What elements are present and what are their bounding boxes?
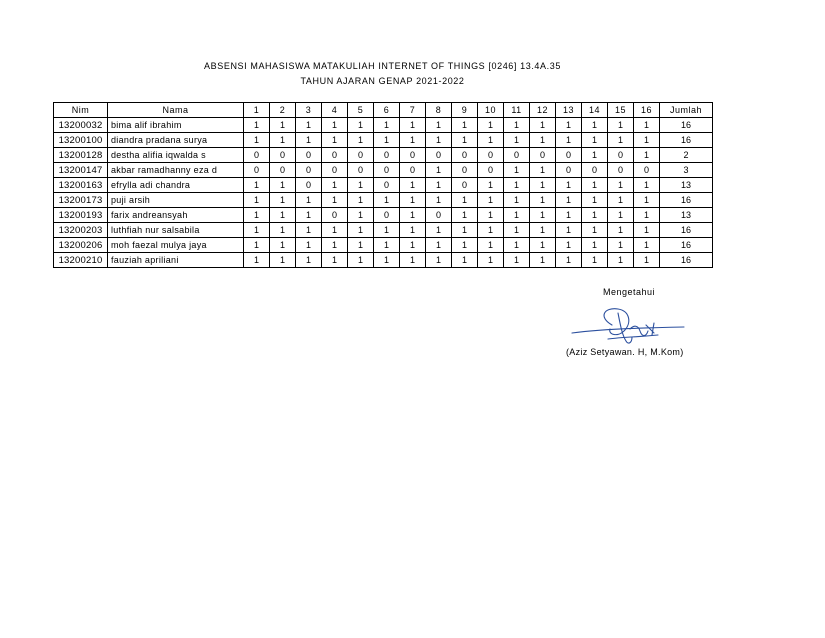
attendance-cell: 0 xyxy=(322,148,348,163)
attendance-cell: 1 xyxy=(296,133,322,148)
attendance-cell: 1 xyxy=(374,253,400,268)
attendance-cell: 1 xyxy=(322,253,348,268)
attendance-cell: 1 xyxy=(504,178,530,193)
attendance-cell: 1 xyxy=(608,208,634,223)
attendance-cell: 0 xyxy=(582,163,608,178)
attendance-cell: 0 xyxy=(296,163,322,178)
attendance-cell: 1 xyxy=(400,133,426,148)
column-header: 8 xyxy=(426,103,452,118)
attendance-cell: 1 xyxy=(296,193,322,208)
attendance-cell: 1 xyxy=(504,253,530,268)
attendance-cell: 1 xyxy=(608,133,634,148)
nim-cell: 13200100 xyxy=(54,133,108,148)
nama-cell: moh faezal mulya jaya xyxy=(108,238,244,253)
attendance-cell: 1 xyxy=(478,193,504,208)
attendance-cell: 1 xyxy=(478,208,504,223)
attendance-cell: 1 xyxy=(452,223,478,238)
attendance-cell: 1 xyxy=(348,208,374,223)
attendance-cell: 1 xyxy=(426,178,452,193)
attendance-cell: 1 xyxy=(374,238,400,253)
attendance-cell: 0 xyxy=(270,148,296,163)
column-header: 12 xyxy=(530,103,556,118)
attendance-cell: 1 xyxy=(348,253,374,268)
attendance-cell: 1 xyxy=(608,193,634,208)
attendance-cell: 0 xyxy=(270,163,296,178)
attendance-cell: 1 xyxy=(556,133,582,148)
nim-cell: 13200206 xyxy=(54,238,108,253)
attendance-cell: 1 xyxy=(478,118,504,133)
column-header: Jumlah xyxy=(660,103,713,118)
attendance-cell: 1 xyxy=(400,118,426,133)
attendance-cell: 1 xyxy=(530,133,556,148)
attendance-cell: 1 xyxy=(426,133,452,148)
attendance-cell: 1 xyxy=(504,163,530,178)
column-header: 10 xyxy=(478,103,504,118)
attendance-cell: 1 xyxy=(556,178,582,193)
attendance-cell: 1 xyxy=(348,193,374,208)
attendance-cell: 1 xyxy=(504,118,530,133)
attendance-cell: 1 xyxy=(244,253,270,268)
nim-cell: 13200193 xyxy=(54,208,108,223)
attendance-cell: 1 xyxy=(426,238,452,253)
jumlah-cell: 16 xyxy=(660,193,713,208)
column-header: 15 xyxy=(608,103,634,118)
attendance-cell: 0 xyxy=(426,148,452,163)
jumlah-cell: 16 xyxy=(660,253,713,268)
column-header: 16 xyxy=(634,103,660,118)
nama-cell: akbar ramadhanny eza d xyxy=(108,163,244,178)
attendance-cell: 0 xyxy=(322,163,348,178)
document-subtitle: TAHUN AJARAN GENAP 2021-2022 xyxy=(300,76,465,86)
attendance-cell: 1 xyxy=(634,193,660,208)
attendance-cell: 1 xyxy=(426,223,452,238)
jumlah-cell: 16 xyxy=(660,118,713,133)
attendance-cell: 1 xyxy=(244,178,270,193)
attendance-cell: 1 xyxy=(478,178,504,193)
attendance-cell: 1 xyxy=(582,193,608,208)
attendance-cell: 0 xyxy=(452,163,478,178)
column-header: 14 xyxy=(582,103,608,118)
attendance-cell: 0 xyxy=(296,148,322,163)
column-header: 1 xyxy=(244,103,270,118)
attendance-cell: 1 xyxy=(270,118,296,133)
attendance-cell: 1 xyxy=(322,133,348,148)
attendance-cell: 0 xyxy=(374,178,400,193)
attendance-cell: 1 xyxy=(608,118,634,133)
attendance-cell: 1 xyxy=(270,193,296,208)
attendance-cell: 1 xyxy=(530,253,556,268)
jumlah-cell: 16 xyxy=(660,133,713,148)
attendance-cell: 1 xyxy=(608,223,634,238)
attendance-cell: 1 xyxy=(452,253,478,268)
attendance-cell: 0 xyxy=(374,208,400,223)
attendance-cell: 1 xyxy=(322,223,348,238)
attendance-cell: 1 xyxy=(608,253,634,268)
attendance-cell: 1 xyxy=(452,133,478,148)
table-body xyxy=(54,118,713,268)
attendance-cell: 1 xyxy=(374,193,400,208)
column-header: 6 xyxy=(374,103,400,118)
attendance-cell: 0 xyxy=(374,163,400,178)
attendance-cell: 0 xyxy=(478,163,504,178)
attendance-cell: 0 xyxy=(478,148,504,163)
nim-cell: 13200032 xyxy=(54,118,108,133)
table-row xyxy=(54,193,713,208)
column-header: Nim xyxy=(54,103,108,118)
attendance-cell: 1 xyxy=(348,178,374,193)
attendance-cell: 1 xyxy=(582,118,608,133)
nim-cell: 13200147 xyxy=(54,163,108,178)
attendance-cell: 1 xyxy=(374,133,400,148)
attendance-cell: 1 xyxy=(244,133,270,148)
signature-image xyxy=(568,303,688,353)
jumlah-cell: 2 xyxy=(660,148,713,163)
attendance-cell: 1 xyxy=(530,118,556,133)
attendance-cell: 1 xyxy=(400,223,426,238)
column-header: 7 xyxy=(400,103,426,118)
attendance-cell: 1 xyxy=(270,223,296,238)
attendance-cell: 1 xyxy=(634,178,660,193)
attendance-cell: 1 xyxy=(400,253,426,268)
nama-cell: luthfiah nur salsabila xyxy=(108,223,244,238)
attendance-table xyxy=(53,102,713,268)
attendance-cell: 1 xyxy=(504,238,530,253)
attendance-cell: 1 xyxy=(426,193,452,208)
nim-cell: 13200210 xyxy=(54,253,108,268)
table-header-row xyxy=(54,103,713,118)
attendance-cell: 1 xyxy=(322,238,348,253)
column-header: 5 xyxy=(348,103,374,118)
attendance-cell: 1 xyxy=(504,193,530,208)
attendance-cell: 1 xyxy=(270,208,296,223)
attendance-cell: 1 xyxy=(582,238,608,253)
attendance-cell: 1 xyxy=(270,238,296,253)
attendance-cell: 1 xyxy=(296,223,322,238)
attendance-cell: 1 xyxy=(530,193,556,208)
attendance-cell: 1 xyxy=(452,208,478,223)
attendance-cell: 1 xyxy=(556,238,582,253)
attendance-cell: 1 xyxy=(582,253,608,268)
column-header: 4 xyxy=(322,103,348,118)
attendance-cell: 1 xyxy=(270,253,296,268)
attendance-cell: 1 xyxy=(634,253,660,268)
attendance-cell: 1 xyxy=(530,238,556,253)
attendance-cell: 0 xyxy=(634,163,660,178)
jumlah-cell: 13 xyxy=(660,178,713,193)
attendance-cell: 1 xyxy=(530,163,556,178)
nama-cell: fauziah apriliani xyxy=(108,253,244,268)
attendance-cell: 1 xyxy=(608,238,634,253)
attendance-cell: 1 xyxy=(426,163,452,178)
table-row xyxy=(54,223,713,238)
attendance-cell: 1 xyxy=(348,238,374,253)
nama-cell: farix andreansyah xyxy=(108,208,244,223)
attendance-cell: 0 xyxy=(400,163,426,178)
document-title: ABSENSI MAHASISWA MATAKULIAH INTERNET OF THINGS [0246] 13.4A.35 xyxy=(204,61,561,71)
attendance-cell: 1 xyxy=(270,133,296,148)
attendance-cell: 0 xyxy=(556,163,582,178)
attendance-cell: 1 xyxy=(244,208,270,223)
attendance-cell: 1 xyxy=(426,253,452,268)
attendance-cell: 1 xyxy=(582,223,608,238)
attendance-cell: 0 xyxy=(608,163,634,178)
attendance-cell: 1 xyxy=(634,133,660,148)
attendance-cell: 1 xyxy=(504,133,530,148)
attendance-cell: 1 xyxy=(504,223,530,238)
attendance-cell: 1 xyxy=(530,223,556,238)
attendance-cell: 1 xyxy=(400,193,426,208)
column-header: 3 xyxy=(296,103,322,118)
attendance-cell: 1 xyxy=(478,223,504,238)
column-header: Nama xyxy=(108,103,244,118)
attendance-cell: 1 xyxy=(582,208,608,223)
table-row xyxy=(54,208,713,223)
attendance-cell: 1 xyxy=(348,223,374,238)
jumlah-cell: 3 xyxy=(660,163,713,178)
attendance-cell: 0 xyxy=(608,148,634,163)
attendance-cell: 1 xyxy=(556,118,582,133)
attendance-cell: 1 xyxy=(556,253,582,268)
attendance-cell: 1 xyxy=(452,193,478,208)
attendance-cell: 1 xyxy=(244,193,270,208)
attendance-cell: 1 xyxy=(452,118,478,133)
nama-cell: puji arsih xyxy=(108,193,244,208)
attendance-cell: 1 xyxy=(582,133,608,148)
nama-cell: efrylla adi chandra xyxy=(108,178,244,193)
attendance-cell: 0 xyxy=(400,148,426,163)
table-row xyxy=(54,148,713,163)
attendance-cell: 1 xyxy=(322,178,348,193)
attendance-cell: 1 xyxy=(400,208,426,223)
attendance-cell: 0 xyxy=(556,148,582,163)
nama-cell: destha alifia iqwalda s xyxy=(108,148,244,163)
nim-cell: 13200203 xyxy=(54,223,108,238)
attendance-cell: 1 xyxy=(296,208,322,223)
attendance-cell: 1 xyxy=(634,148,660,163)
attendance-cell: 1 xyxy=(478,238,504,253)
attendance-cell: 1 xyxy=(478,133,504,148)
column-header: 13 xyxy=(556,103,582,118)
table-row xyxy=(54,253,713,268)
attendance-cell: 0 xyxy=(452,178,478,193)
attendance-cell: 1 xyxy=(244,118,270,133)
attendance-cell: 1 xyxy=(634,238,660,253)
attendance-cell: 1 xyxy=(530,178,556,193)
table-row xyxy=(54,238,713,253)
attendance-cell: 1 xyxy=(296,238,322,253)
signatory-name: (Aziz Setyawan. H, M.Kom) xyxy=(566,347,684,357)
signature-label: Mengetahui xyxy=(603,287,656,297)
attendance-cell: 0 xyxy=(296,178,322,193)
attendance-cell: 1 xyxy=(244,238,270,253)
attendance-cell: 0 xyxy=(348,163,374,178)
table-row xyxy=(54,178,713,193)
jumlah-cell: 16 xyxy=(660,223,713,238)
attendance-cell: 1 xyxy=(296,253,322,268)
attendance-cell: 1 xyxy=(296,118,322,133)
jumlah-cell: 16 xyxy=(660,238,713,253)
table-row xyxy=(54,133,713,148)
attendance-cell: 1 xyxy=(400,178,426,193)
column-header: 9 xyxy=(452,103,478,118)
jumlah-cell: 13 xyxy=(660,208,713,223)
attendance-cell: 1 xyxy=(634,118,660,133)
nama-cell: bima alif ibrahim xyxy=(108,118,244,133)
attendance-cell: 1 xyxy=(556,223,582,238)
nim-cell: 13200173 xyxy=(54,193,108,208)
attendance-cell: 0 xyxy=(244,163,270,178)
attendance-cell: 1 xyxy=(582,148,608,163)
attendance-cell: 1 xyxy=(348,118,374,133)
attendance-cell: 1 xyxy=(608,178,634,193)
attendance-cell: 1 xyxy=(322,193,348,208)
attendance-cell: 1 xyxy=(270,178,296,193)
attendance-cell: 1 xyxy=(452,238,478,253)
attendance-cell: 1 xyxy=(244,223,270,238)
attendance-cell: 1 xyxy=(348,133,374,148)
attendance-cell: 1 xyxy=(504,208,530,223)
attendance-cell: 1 xyxy=(556,208,582,223)
column-header: 2 xyxy=(270,103,296,118)
nim-cell: 13200128 xyxy=(54,148,108,163)
attendance-cell: 0 xyxy=(244,148,270,163)
table-row xyxy=(54,118,713,133)
attendance-cell: 0 xyxy=(374,148,400,163)
column-header: 11 xyxy=(504,103,530,118)
attendance-cell: 1 xyxy=(634,208,660,223)
attendance-cell: 1 xyxy=(400,238,426,253)
attendance-cell: 1 xyxy=(374,118,400,133)
attendance-cell: 1 xyxy=(530,208,556,223)
attendance-cell: 0 xyxy=(504,148,530,163)
attendance-cell: 0 xyxy=(348,148,374,163)
attendance-cell: 1 xyxy=(426,118,452,133)
attendance-cell: 0 xyxy=(452,148,478,163)
attendance-cell: 1 xyxy=(322,118,348,133)
attendance-cell: 1 xyxy=(374,223,400,238)
attendance-cell: 1 xyxy=(478,253,504,268)
nama-cell: diandra pradana surya xyxy=(108,133,244,148)
attendance-cell: 1 xyxy=(556,193,582,208)
table-row xyxy=(54,163,713,178)
attendance-cell: 0 xyxy=(322,208,348,223)
nim-cell: 13200163 xyxy=(54,178,108,193)
attendance-cell: 0 xyxy=(426,208,452,223)
attendance-cell: 1 xyxy=(634,223,660,238)
attendance-cell: 0 xyxy=(530,148,556,163)
attendance-cell: 1 xyxy=(582,178,608,193)
